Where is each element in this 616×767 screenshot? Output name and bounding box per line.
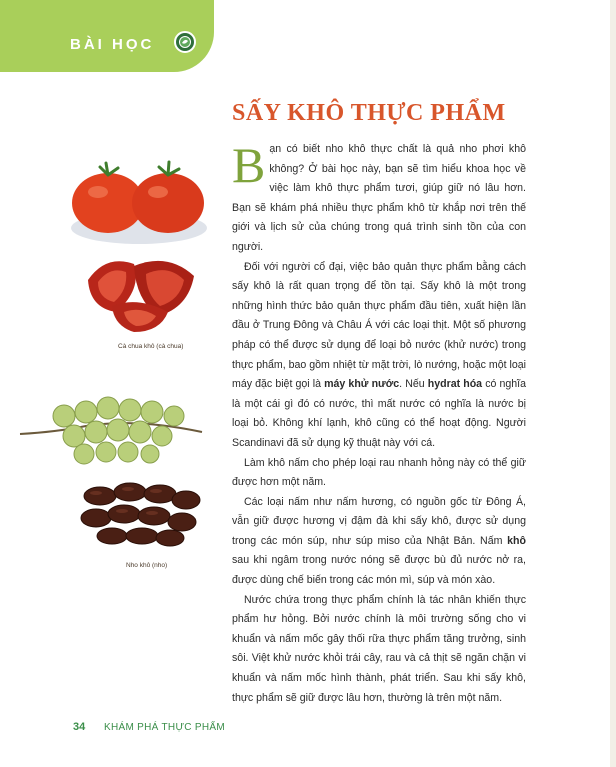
lesson-label: BÀI HỌC xyxy=(70,36,155,53)
paragraph-mushroom xyxy=(232,493,526,591)
caption-raisin: Nho khô (nho) xyxy=(126,562,168,569)
page-title: SẤY KHÔ THỰC PHẨM xyxy=(232,100,506,126)
globe-leaf-icon xyxy=(174,31,196,53)
history-text-b: . Nếu xyxy=(399,378,428,391)
history-text-a: Đối với người cổ đại, việc bảo quản thực phẩm bằng cách sấy khô là rất quan trọng để tồn tại. Sấy khô là một trong những hình thức bảo quản thực phẩm đầu tiên, xuất hiện lần đầu ở Trung Đông và Châu Á với các loại thịt. Một số phương pháp có thể được sử dụng để loại bỏ nước (khử nước) trong thực phẩm, bao gồm nhiệt từ mặt trời, lò nướng, hoặc một loại máy đặc biệt gọi là xyxy=(232,260,526,391)
history-text-c: có nghĩa là một cái gì đó có nước, thì mất nước có nghĩa là nước bị loại bỏ. Không khí lạnh, khô cũng có thể hoạt động. Người Scandinavi đã sử dụng kỹ thuật này với cá. xyxy=(232,378,526,449)
book-title: KHÁM PHÁ THỰC PHẨM xyxy=(104,722,225,733)
dropcap-letter: B xyxy=(232,137,266,193)
fresh-tomatoes-illustration xyxy=(64,148,214,248)
page-edge xyxy=(610,0,616,767)
mushroom-text-b: sau khi ngâm trong nước nóng sẽ được bù đủ nước nở ra, được dùng chế biến trong các món mì, súp và món xào. xyxy=(232,554,526,587)
fresh-grapes-illustration xyxy=(16,392,216,472)
term-hydration: hydrat hóa xyxy=(427,378,483,391)
page-number: 34 xyxy=(73,721,86,733)
mushroom-text-a: Các loại nấm như nấm hương, có nguồn gốc từ Đông Á, vẫn giữ được hương vị đậm đà khi sấy khô, được sử dụng trong các món súp, như súp miso của Nhật Bản. Nấm xyxy=(232,495,526,547)
paragraph-history xyxy=(232,258,526,454)
term-dehydrator: máy khử nước xyxy=(324,378,400,391)
paragraph-water: Nước chứa trong thực phẩm chính là tác nhân khiến thực phẩm hư hỏng. Bởi nước chính là môi trường sống cho vi khuẩn và nấm mốc gây thối rữa thực phẩm tăng trưởng, sinh sôi. Việt khử nước khỏi trái cây, rau và cả thịt sẽ ngăn chặn vi khuẩn và nấm mốc hình thành, phát triển. Sau khi sấy khô, thực phẩm sẽ giữ được lâu hơn, thường là trên một năm. xyxy=(232,593,526,704)
caption-dried-tomato: Cà chua khô (cà chua) xyxy=(118,343,184,350)
paragraph-intro xyxy=(232,137,526,258)
dried-tomatoes-illustration xyxy=(76,250,206,336)
article-body xyxy=(232,137,526,708)
term-dry: khô xyxy=(507,534,526,547)
paragraph-mushroom-short: Làm khô nấm cho phép loại rau nhanh hỏng này có thể giữ được hơn một năm. xyxy=(232,456,526,489)
intro-text: ạn có biết nho khô thực chất là quả nho phơi khô không? Ở bài học này, bạn sẽ tìm hiểu khoa học về việc làm khô thực phẩm tươi, giúp giữ nó lâu hơn. Bạn sẽ khám phá nhiều thực phẩm khô từ khắp nơi trên thế giới và lịch sử của chúng trong quá trình sinh tồn của con người. xyxy=(232,143,526,253)
raisins-illustration xyxy=(76,478,206,548)
